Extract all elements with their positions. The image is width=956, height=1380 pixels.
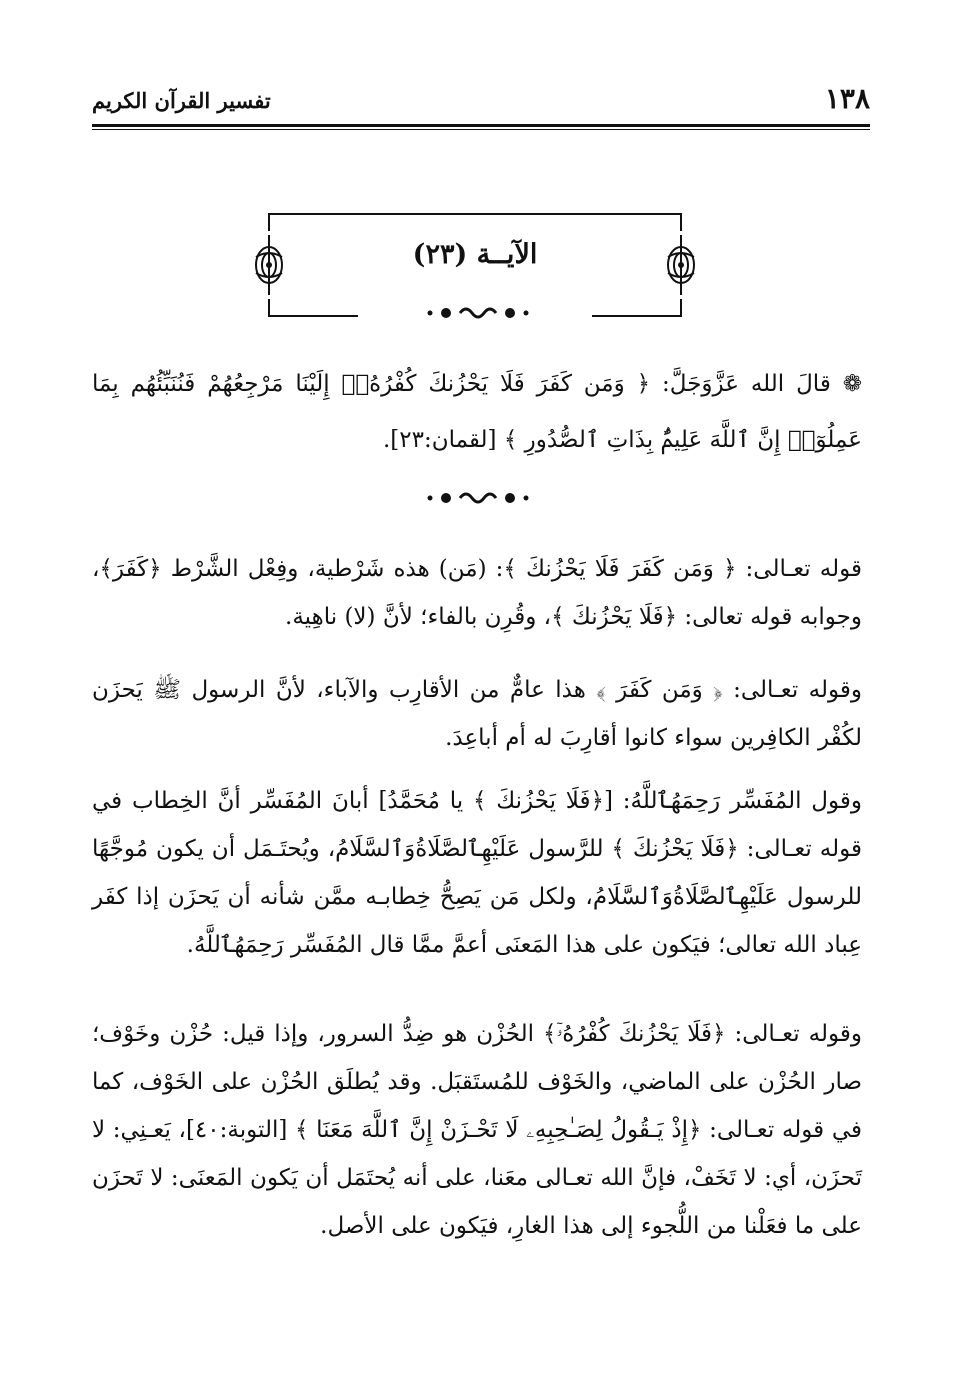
quran-verse (92, 356, 862, 468)
page-number: ١٣٨ (824, 82, 870, 115)
verse-heading: الآيــة (٢٣) (412, 239, 538, 270)
paragraph-text: وقوله تعـالى: ﴿ وَمَن كَفَرَ ﴾ هذا عامٌّ من الأقارِب والآباء، لأنَّ الرسول ﷺ يَحزَن لكُفْر الكافِرين سواء كانوا أقارِبَ له أم أباعِدَ. (92, 677, 862, 751)
commentary-paragraph (92, 666, 862, 762)
divider-ornament-icon (418, 303, 538, 323)
commentary-paragraph (92, 1010, 862, 1250)
divider-ornament-icon (418, 488, 538, 508)
header-rule-thin (92, 129, 870, 130)
book-title: تفسير القرآن الكريم (92, 88, 271, 113)
paragraph-text: وقوله تعـالى: ﴿فَلَا يَحْزُنكَ كُفْرُهُۥٓ﴾ الحُزْن هو ضِدُّ السرور، وإذا قيل: حُزْن وخَوْف؛ صار الحُزْن على الماضي، والخَوْف للمُستَقبَل. وقد يُطلَق الحُزْن على الخَوْف، كما في قوله تعـالى: ﴿إِذْ يَـقُولُ لِصَـٰحِبِهِۦ لَا تَحْـزَنْ إِنَّ ٱللَّهَ مَعَنَا ﴾ [التوبة:٤٠]، يَعـنِي: لا تَحزَن، أي: لا تَخَفْ، فإنَّ الله تعـالى معَنا، على أنه يُحتَمَل أن يَكون المَعنَى: لا تَحزَن على ما فعَلْنا من اللُّجوء إلى هذا الغارِ، فيَكون على الأصل. (92, 1021, 862, 1239)
verse-heading-frame (268, 213, 682, 317)
commentary-paragraph (92, 777, 862, 969)
running-header (92, 82, 870, 122)
paragraph-text: وقول المُفَسِّر رَحِمَهُٱللَّهُ: [﴿فَلَا يَحْزُنكَ ﴾ يا مُحَمَّدُ] أبانَ المُفَسِّر أنَّ الخِطاب في قوله تعـالى: ﴿فَلَا يَحْزُنكَ ﴾ للرَّسول عَلَيْهِٱلصَّلَاةُوَٱلسَّلَامُ، ويُحتَـمَل أن يكون مُوجَّهًا للرسول عَلَيْهِٱلصَّلَاةُوَٱلسَّلَامُ، ولكل مَن يَصِحُّ خِطابـه ممَّن شأنه أن يَحزَن إذا كفَر عِباد الله تعالى؛ فيَكون على هذا المَعنَى أعمَّ ممَّا قال المُفَسِّر رَحِمَهُٱللَّهُ. (92, 788, 862, 958)
paragraph-text: قوله تعـالى: ﴿ وَمَن كَفَرَ فَلَا يَحْزُنكَ ﴾: (مَن) هذه شَرْطية، وفِعْل الشَّرْط ﴿كَفَرَ﴾، وجوابه قوله تعالى: ﴿فَلَا يَحْزُنكَ ﴾، وقُرِن بالفاء؛ لأنَّ (لا) ناهِية. (92, 556, 862, 630)
header-rule (92, 124, 870, 127)
commentary-paragraph (92, 545, 862, 641)
verse-text: ❁ قالَ الله عَزَّوَجَلَّ: ﴿ وَمَن كَفَرَ فَلَا يَحْزُنكَ كُفْرُهُۥٓ إِلَيْنَا مَرْجِعُهُمْ فَنُنَبِّئُهُم بِمَا عَمِلُوٓا۟ إِنَّ ٱللَّهَ عَلِيمٌۢ بِذَاتِ ٱلصُّدُورِ ﴾ [لقمان:٢٣]. (92, 371, 862, 453)
